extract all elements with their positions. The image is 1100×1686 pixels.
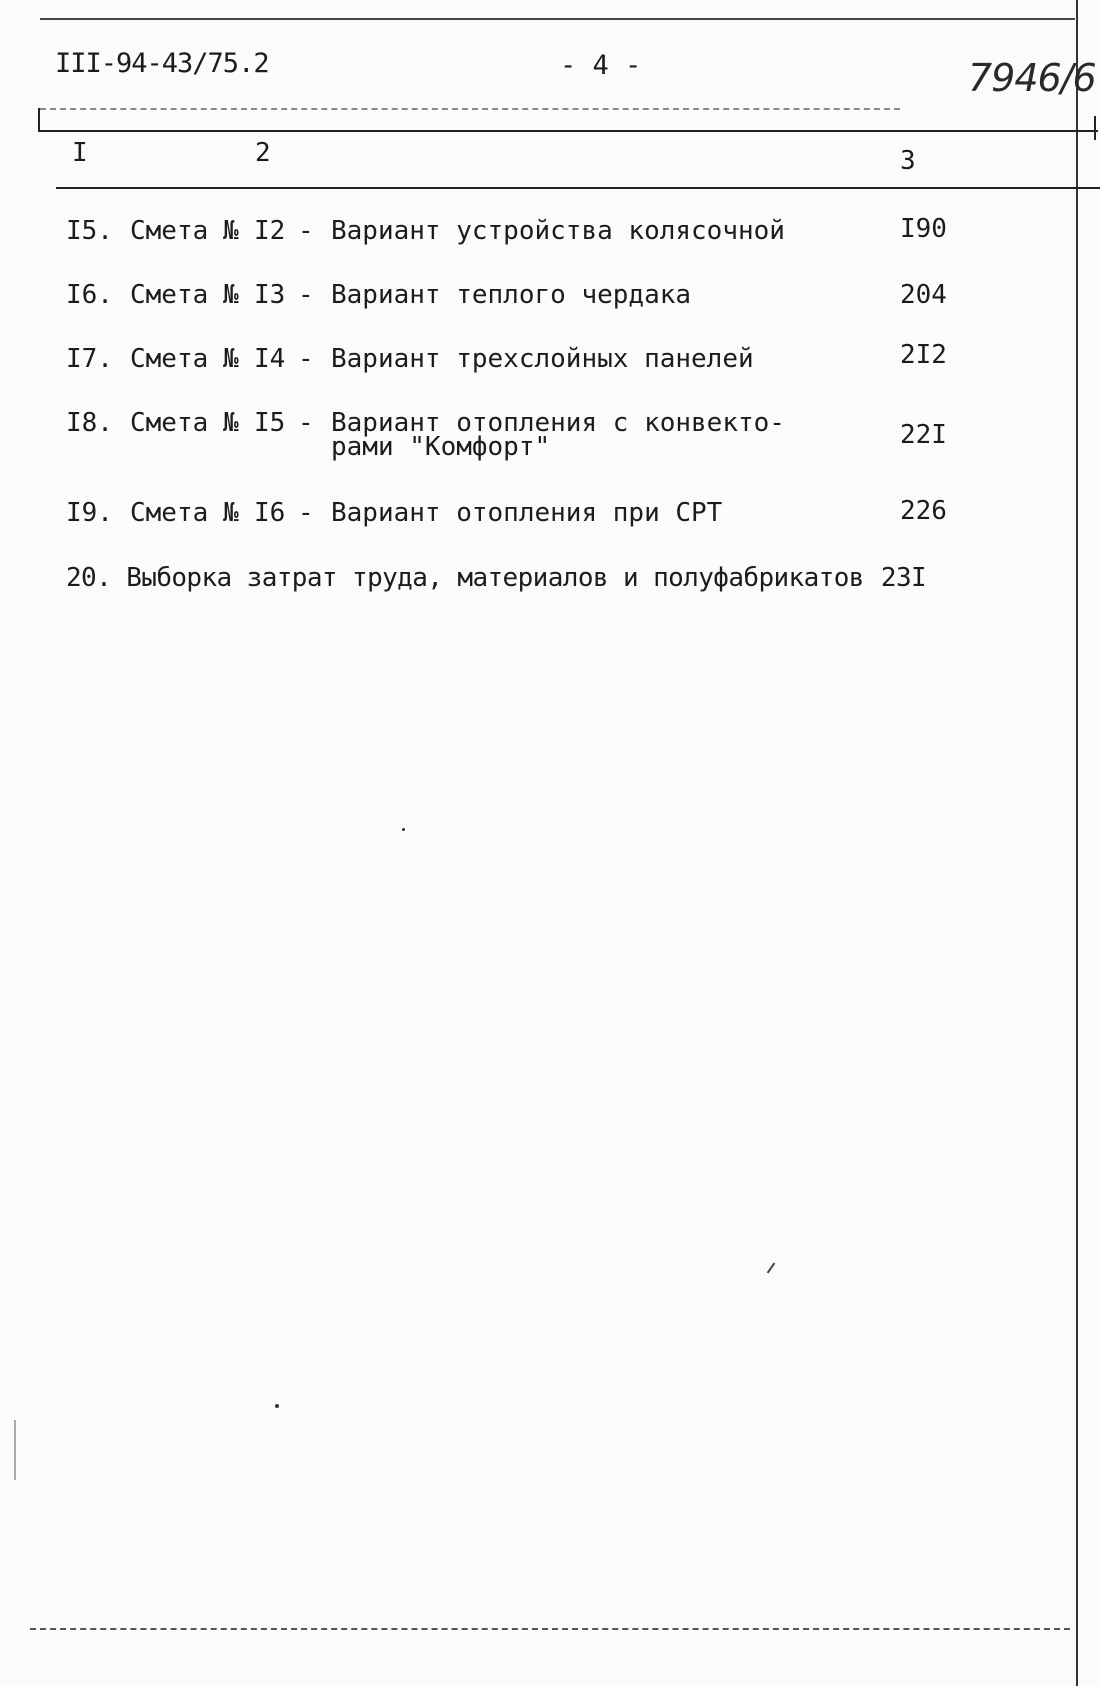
row-number: I5.: [66, 216, 113, 246]
table-header-bottom-line: [56, 187, 1100, 189]
scan-speck: [402, 828, 405, 831]
row-code: I2: [254, 216, 286, 246]
row-page: 2I2: [900, 340, 947, 370]
row-code: I4: [254, 344, 286, 374]
row-smeta-label: Смета: [130, 344, 209, 374]
row-description: Вариант устройства колясочной: [331, 216, 785, 246]
row-dash: -: [298, 498, 314, 528]
row-number: I8.: [66, 408, 113, 438]
row-dash: -: [298, 280, 314, 310]
page-number: - 4 -: [560, 50, 642, 81]
archive-number: 7946/6: [968, 56, 1096, 100]
row-code: I3: [254, 280, 286, 310]
row-description-continued: рами "Комфорт": [331, 432, 551, 462]
last-row-text: 20. Выборка затрат труда, материалов и полуфабрикатов: [66, 563, 864, 593]
row-code: I5: [254, 408, 286, 438]
number-sign: №: [223, 498, 239, 528]
row-dash: -: [298, 344, 314, 374]
last-row-page: 23I: [880, 563, 927, 593]
row-smeta-label: Смета: [130, 280, 209, 310]
row-code: I6: [254, 498, 286, 528]
table-right-tick: [1094, 116, 1096, 140]
row-smeta-label: Смета: [130, 408, 209, 438]
row-page: I90: [900, 214, 947, 244]
row-page: 204: [900, 280, 947, 310]
top-border: [40, 18, 1075, 20]
row-smeta-label: Смета: [130, 498, 209, 528]
scan-mark: [14, 1420, 16, 1480]
table-left-tick: [38, 108, 40, 132]
table-top-line: [38, 130, 1098, 132]
row-description: Вариант отопления с конвекто-: [331, 408, 785, 438]
number-sign: №: [223, 280, 239, 310]
document-code: III-94-43/75.2: [55, 48, 269, 79]
row-description: Вариант теплого чердака: [331, 280, 692, 310]
scan-mark: [767, 1263, 776, 1274]
row-dash: -: [298, 408, 314, 438]
number-sign: №: [223, 216, 239, 246]
row-number: I6.: [66, 280, 113, 310]
scan-speck: [275, 1404, 279, 1408]
number-sign: №: [223, 344, 239, 374]
row-description: Вариант отопления при СРТ: [331, 498, 723, 528]
number-sign: №: [223, 408, 239, 438]
table-row-last: [66, 563, 926, 593]
row-number: I9.: [66, 498, 113, 528]
bottom-border: [30, 1628, 1070, 1630]
row-smeta-label: Смета: [130, 216, 209, 246]
row-page: 226: [900, 496, 947, 526]
header-dashed-line: [40, 108, 900, 110]
row-page: 22I: [900, 420, 947, 450]
column-header-2: 2: [255, 138, 271, 168]
column-header-1: I: [72, 138, 88, 168]
right-border: [1076, 0, 1078, 1686]
row-dash: -: [298, 216, 314, 246]
row-number: I7.: [66, 344, 113, 374]
column-header-3: 3: [900, 146, 916, 176]
row-description: Вариант трехслойных панелей: [331, 344, 754, 374]
